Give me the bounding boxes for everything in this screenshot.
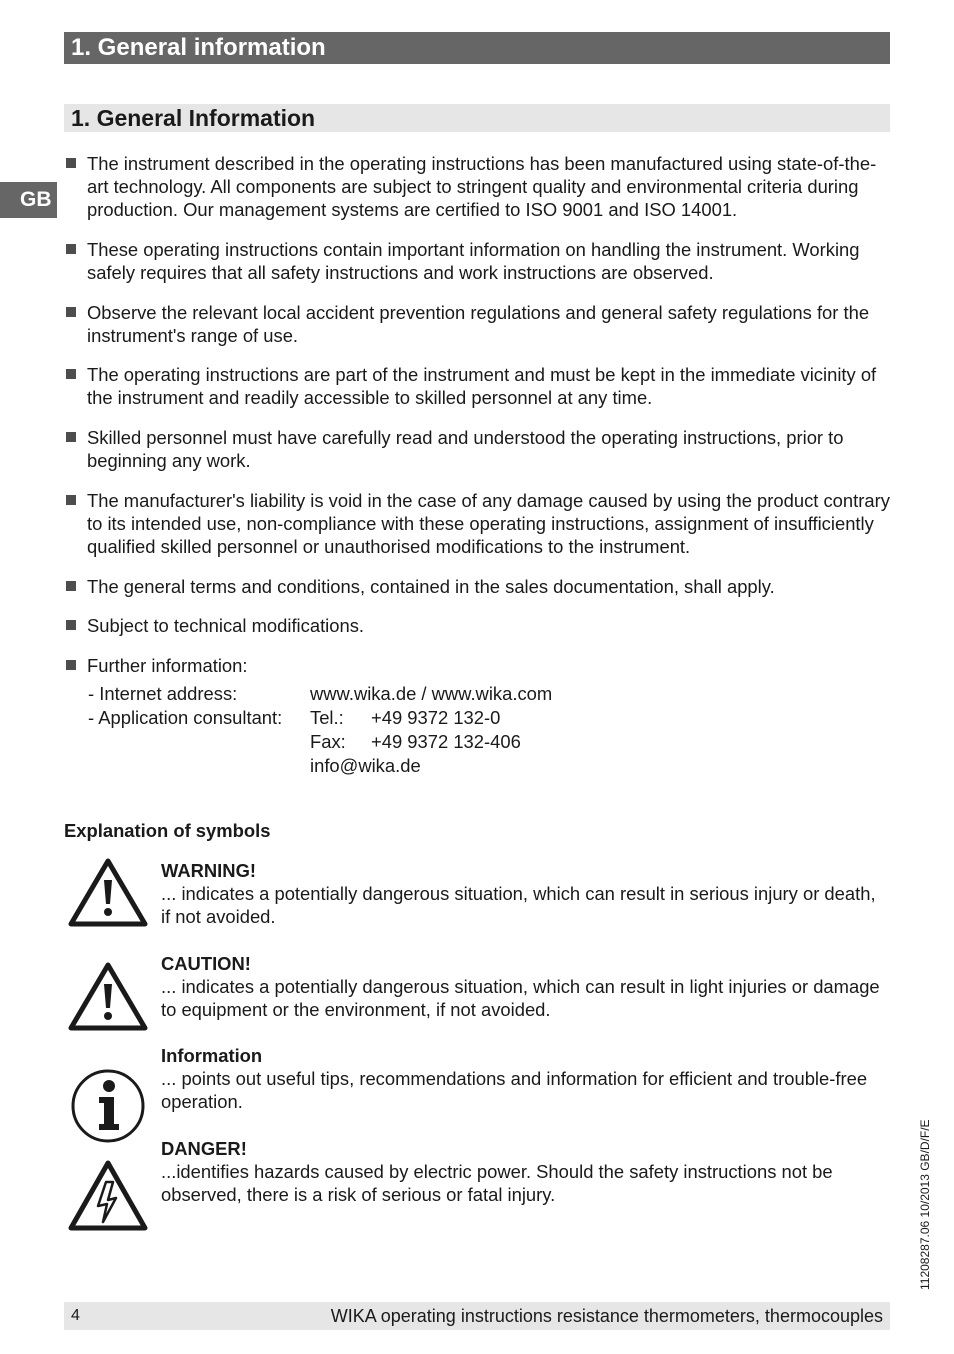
symbol-description: ... points out useful tips, recommendations and information for efficient and trouble-free operation. bbox=[161, 1068, 868, 1112]
list-item-text: Observe the relevant local accident prevention regulations and general safety regulations for the instrument's range of use. bbox=[87, 302, 870, 346]
tel-label: Tel.: bbox=[310, 707, 344, 728]
list-item-text: Skilled personnel must have carefully read and understood the operating instructions, prior to beginning any work. bbox=[87, 427, 844, 471]
page-footer bbox=[64, 1302, 890, 1330]
list-item-text: The general terms and conditions, contained in the sales documentation, shall apply. bbox=[87, 576, 775, 597]
bullet-square-icon bbox=[66, 432, 76, 442]
page-number: 4 bbox=[71, 1307, 80, 1324]
list-item bbox=[64, 363, 890, 409]
symbol-description: ...identifies hazards caused by electric power. Should the safety instructions not be observed, there is a risk of serious or fatal injury. bbox=[161, 1161, 833, 1205]
internet-address: www.wika.de / www.wika.com bbox=[310, 683, 553, 704]
symbol-description: ... indicates a potentially dangerous situation, which can result in serious injury or death, if not avoided. bbox=[161, 883, 876, 927]
list-item bbox=[64, 238, 890, 284]
list-item bbox=[64, 152, 890, 221]
list-item-text: The manufacturer's liability is void in the case of any damage caused by using the product contrary to its intended use, non-compliance with these operating instructions, assignment of insufficiently qualified skilled personnel or unauthorised modifications to the instrument. bbox=[87, 490, 890, 557]
bullet-square-icon bbox=[66, 244, 76, 254]
list-item bbox=[64, 426, 890, 472]
section-header bbox=[64, 104, 890, 132]
symbol-label: DANGER! bbox=[161, 1138, 247, 1159]
bullet-square-icon bbox=[66, 307, 76, 317]
footer-text: WIKA operating instructions resistance thermometers, thermocouples bbox=[330, 1306, 883, 1326]
list-item bbox=[64, 654, 890, 677]
symbol-description: ... indicates a potentially dangerous situation, which can result in light injuries or damage to equipment or the environment, if not avoided. bbox=[161, 976, 880, 1020]
symbols-title: Explanation of symbols bbox=[64, 820, 271, 841]
list-item bbox=[64, 489, 890, 558]
symbol-label: Information bbox=[161, 1045, 263, 1066]
bullet-square-icon bbox=[66, 620, 76, 630]
email-address: info@wika.de bbox=[310, 755, 421, 776]
information-icon bbox=[68, 1068, 148, 1149]
bullet-square-icon bbox=[66, 495, 76, 505]
bullet-list bbox=[64, 152, 890, 677]
fax-value: +49 9372 132-406 bbox=[371, 731, 521, 752]
list-item-text: Subject to technical modifications. bbox=[87, 615, 365, 636]
list-item bbox=[64, 575, 890, 598]
warning-triangle-icon bbox=[68, 858, 148, 933]
list-item-text: These operating instructions contain important information on handling the instrument. Working safely requires that all safety instructions and work instructions are observed. bbox=[87, 239, 860, 283]
symbol-label: WARNING! bbox=[161, 860, 257, 881]
section-title: 1. General Information bbox=[71, 105, 316, 131]
document-code: 11208287.06 10/2013 GB/D/F/E bbox=[918, 1119, 932, 1290]
chapter-title: 1. General information bbox=[71, 34, 326, 61]
bullet-square-icon bbox=[66, 660, 76, 670]
list-item bbox=[64, 614, 890, 637]
list-item-text: The instrument described in the operating instructions has been manufactured using state-of-the-art technology. All components are subject to stringent quality and environmental criteria during production. Our management systems are certified to ISO 9001 and ISO 14001. bbox=[87, 153, 877, 220]
list-item bbox=[64, 301, 890, 347]
internet-label: - Internet address: bbox=[88, 683, 238, 704]
bullet-square-icon bbox=[66, 369, 76, 379]
list-item-text: The operating instructions are part of the instrument and must be kept in the immediate vicinity of the instrument and readily accessible to skilled personnel at any time. bbox=[87, 364, 877, 408]
list-item-text: Further information: bbox=[87, 655, 248, 676]
electrical-hazard-icon bbox=[68, 1160, 148, 1237]
tel-value: +49 9372 132-0 bbox=[371, 707, 501, 728]
language-tab: GB bbox=[0, 182, 57, 218]
fax-label: Fax: bbox=[310, 731, 346, 752]
symbol-label: CAUTION! bbox=[161, 953, 251, 974]
bullet-square-icon bbox=[66, 581, 76, 591]
bullet-square-icon bbox=[66, 158, 76, 168]
consultant-label: - Application consultant: bbox=[88, 707, 283, 728]
caution-triangle-icon bbox=[68, 962, 148, 1037]
chapter-header bbox=[64, 32, 890, 64]
